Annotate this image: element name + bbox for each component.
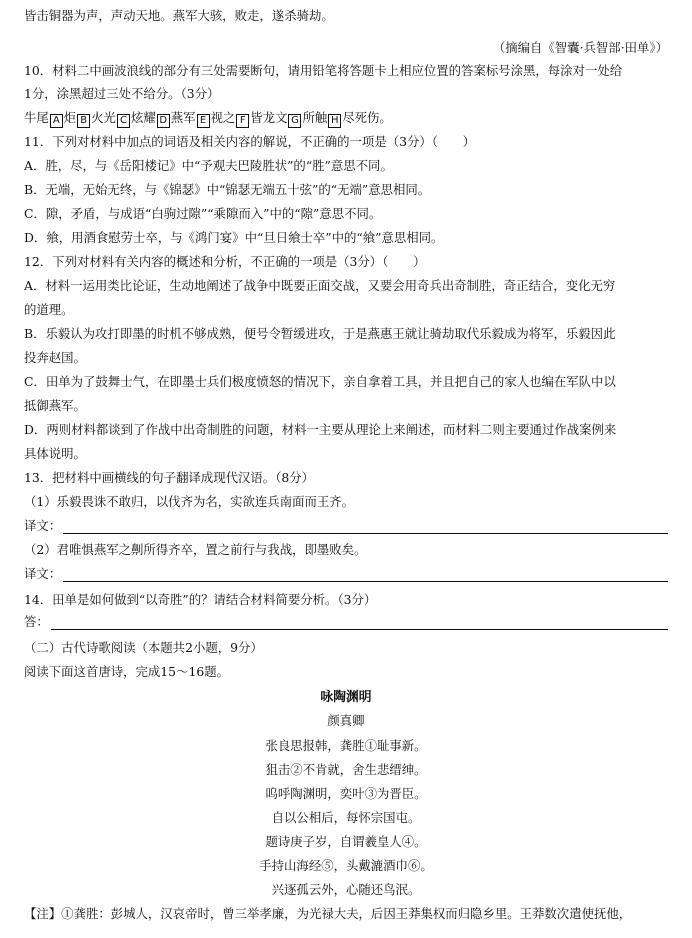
option-11-a: A．胜，尽，与《岳阳楼记》中“予观夫巴陵胜状”的“胜”意思不同。 [24,158,393,173]
option-11-c: C．隙，矛盾，与成语“白驹过隙”“乘隙而入”中的“隙”意思不同。 [24,206,382,221]
punct-segment: 皆龙文 [250,110,288,125]
marker-box-f[interactable]: F [236,114,249,128]
answer-label: 答： [24,614,49,629]
translation-1-blank[interactable] [63,521,668,534]
answer-blank[interactable] [51,617,668,630]
poem-line-2: 狙击②不肯就，舍生悲缙绅。 [265,762,427,777]
marker-box-g[interactable]: G [288,114,301,128]
translation-2-blank[interactable] [63,569,668,582]
question-13-sentence-2: （2）君唯惧燕军之劓所得齐卒，置之前行与我战，即墨败矣。 [24,542,367,557]
option-12-a-line2: 的道理。 [24,302,74,317]
answer-row [24,614,668,630]
punct-segment: 牛尾 [24,110,49,125]
punct-segment: 视之 [210,110,236,125]
poem-line-5: 题诗庚子岁，自谓羲皇人④。 [265,834,427,849]
poem-line-7: 兴逐孤云外，心随还鸟泯。 [271,882,421,897]
source-citation: （摘编自《智囊·兵智部·田单》） [492,40,668,55]
marker-box-e[interactable]: E [197,114,210,128]
poem-line-4: 自以公相后，每怀宗国屯。 [271,810,421,825]
question-13: 13．把材料中画横线的句子翻译成现代汉语。（8分） [24,470,315,485]
option-12-d-line1: D．两则材料都谈到了作战中出奇制胜的问题，材料一主要从理论上来阐述，而材料二则主要通过作战案例来 [24,422,617,437]
marker-box-d[interactable]: D [157,114,170,128]
punct-segment: 火光 [91,110,116,125]
option-12-c-line2: 抵御燕军。 [24,398,86,413]
punctuation-line [24,110,668,128]
section-2-intro: 阅读下面这首唐诗，完成15～16题。 [24,664,230,679]
question-13-sentence-1: （1）乐毅畏诛不敢归，以伐齐为名，实欲连兵南面而王齐。 [24,494,355,509]
marker-box-b[interactable]: B [77,114,90,128]
passage-last-line: 皆击铜器为声，声动天地。燕军大骇，败走，遂杀骑劫。 [24,8,334,23]
poem-author: 颜真卿 [327,713,365,728]
section-2-heading: （二）古代诗歌阅读（本题共2小题，9分） [24,640,263,655]
question-14: 14．田单是如何做到“以奇胜”的？请结合材料简要分析。（3分） [24,592,377,607]
translation-1-label: 译文： [24,518,62,533]
option-12-b-line1: B．乐毅认为攻打即墨的时机不够成熟，便号令暂缓进攻，于是燕惠王就让骑劫取代乐毅成为将军，乐毅因此 [24,326,616,341]
punct-segment: 尽死伤。 [342,110,392,125]
option-11-d: D．飨，用酒食慰劳士卒，与《鸿门宴》中“旦日飨士卒”中的“飨”意思相同。 [24,230,444,245]
poem-note: 【注】①龚胜：彭城人，汉哀帝时，曾三举孝廉，为光禄大夫，后因王莽集权而归隐乡里。王莽数次遣使抚他， [24,906,632,921]
poem-title: 咏陶渊明 [320,690,372,705]
translation-2-label: 译文： [24,566,62,581]
marker-box-a[interactable]: A [50,114,63,128]
punct-segment: 炬 [63,110,77,125]
option-12-a-line1: A．材料一运用类比论证，生动地阐述了战争中既要正面交战，又要会用奇兵出奇制胜，奇正结合，变化无穷 [24,278,616,293]
poem-line-6: 手持山海经⑤，头戴漉酒巾⑥。 [259,858,433,873]
option-12-b-line2: 投奔赵国。 [24,350,86,365]
option-12-c-line1: C．田单为了鼓舞士气，在即墨士兵们极度愤怒的情况下，亲自拿着工具，并且把自己的家人也编在军队中以 [24,374,616,389]
punct-segment: 燕军 [170,110,196,125]
marker-box-h[interactable]: H [328,114,341,128]
question-10-line2: 1分，涂黑超过三处不给分。（3分） [24,86,220,101]
question-11: 11．下列对材料中加点的词语及相关内容的解说，不正确的一项是（3分）（ ） [24,134,476,149]
punct-segment: 炫耀 [130,110,156,125]
translation-2-row [24,566,668,582]
option-12-d-line2: 具体说明。 [24,446,86,461]
translation-1-row [24,518,668,534]
poem-line-3: 呜呼陶渊明，奕叶③为晋臣。 [265,786,427,801]
question-10-line1: 10．材料二中画波浪线的部分有三处需要断句，请用铅笔将答题卡上相应位置的答案标号涂黑，每涂对一处给 [24,63,623,78]
option-11-b: B．无端，无始无终，与《锦瑟》中“锦瑟无端五十弦”的“无端”意思相同。 [24,182,431,197]
punct-segment: 所触 [302,110,328,125]
marker-box-c[interactable]: C [117,114,130,128]
question-12: 12．下列对材料有关内容的概述和分析，不正确的一项是（3分）（ ） [24,254,426,269]
poem-line-1: 张良思报韩，龚胜①耻事新。 [265,738,427,753]
